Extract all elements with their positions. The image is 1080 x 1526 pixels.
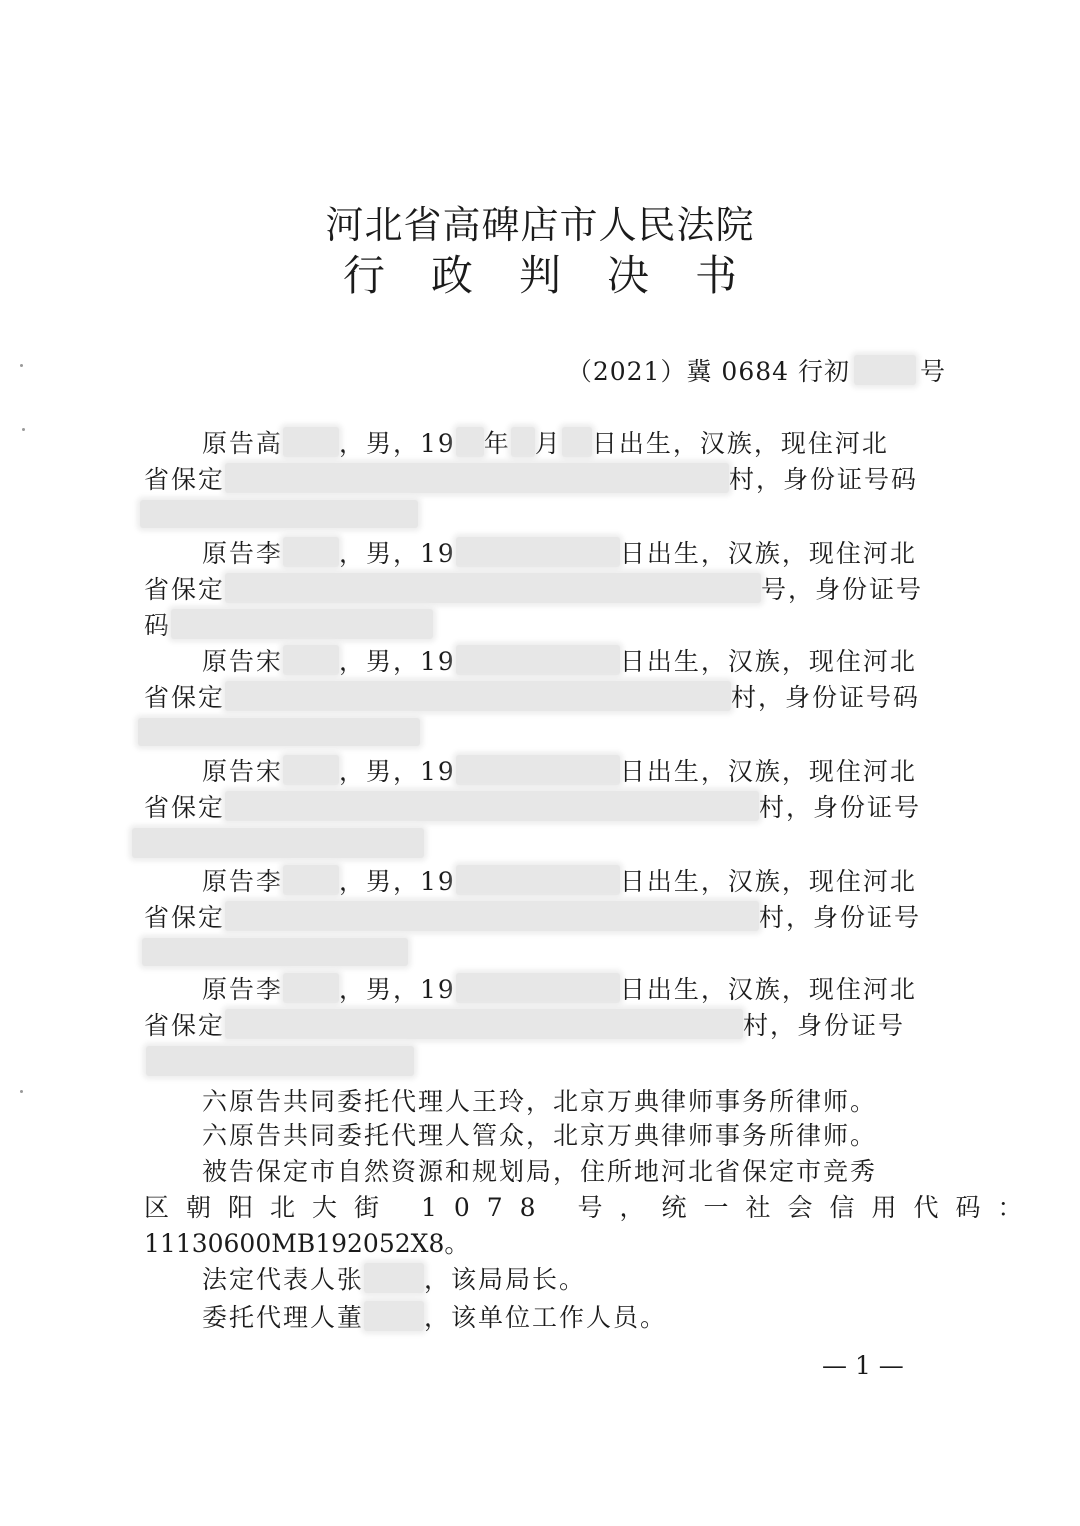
plaintiff-5-line-2: [144, 900, 921, 936]
plaintiff-4-rest: 日出生，汉族，现住河北: [619, 757, 917, 786]
redacted-id-number: [132, 828, 424, 858]
plaintiff-3-line-2: [144, 680, 920, 716]
redacted-address: [225, 463, 729, 493]
defendant-line-1: 被告保定市自然资源和规划局，住所地河北省保定市竞秀: [202, 1157, 878, 1186]
redacted-address: [225, 573, 761, 603]
plaintiff-1-month: 月: [534, 429, 562, 458]
plaintiff-4-addr-end: 村，身份证号: [759, 793, 922, 822]
redacted-birth: [456, 645, 620, 675]
plaintiff-5-addr-prefix: 省保定: [144, 903, 226, 932]
plaintiff-3-addr-prefix: 省保定: [144, 683, 226, 712]
plaintiff-6-gender: ，男，19: [339, 975, 456, 1004]
plaintiff-4-line-2: [144, 790, 921, 826]
redacted-birth: [456, 427, 484, 457]
redacted-name: [364, 1263, 424, 1293]
plaintiff-5-rest: 日出生，汉族，现住河北: [619, 867, 917, 896]
plaintiff-1-line-1: [202, 426, 889, 462]
plaintiff-2-addr-prefix: 省保定: [144, 575, 226, 604]
page-number: — 1 —: [822, 1351, 904, 1380]
case-number-suffix: 号: [919, 357, 946, 386]
plaintiff-1-gender: ，男，19: [339, 429, 456, 458]
scan-speck: [20, 1090, 23, 1093]
redacted-birth: [562, 427, 592, 457]
redacted-address: [225, 1009, 743, 1039]
plaintiff-agent-1: 六原告共同委托代理人王玲，北京万典律师事务所律师。: [202, 1087, 878, 1116]
defendant-line-2: 区朝阳北大街 1078 号，统一社会信用代码：: [144, 1193, 1040, 1222]
redacted-name: [283, 973, 339, 1003]
scan-speck: [20, 364, 23, 367]
document-title: 行政判决书: [342, 251, 783, 300]
legal-representative: [202, 1262, 586, 1298]
entrusted-agent: [202, 1300, 667, 1336]
plaintiff-6-addr-end: 村，身份证号: [743, 1011, 906, 1040]
plaintiff-5-prefix: 原告李: [202, 867, 284, 896]
redacted-birth: [456, 537, 620, 567]
redacted-id-number: [146, 1046, 414, 1076]
plaintiff-1-addr-prefix: 省保定: [144, 465, 226, 494]
plaintiff-5-line-1: [202, 864, 917, 900]
plaintiff-4-gender: ，男，19: [339, 757, 456, 786]
scan-speck: [22, 428, 25, 431]
redacted-name: [283, 537, 339, 567]
plaintiff-2-gender: ，男，19: [339, 539, 456, 568]
redacted-birth: [511, 427, 535, 457]
legal-rep-suffix: ，该局局长。: [424, 1265, 587, 1294]
redacted-name: [283, 755, 339, 785]
plaintiff-1-year: 年: [483, 429, 511, 458]
plaintiff-2-rest: 日出生，汉族，现住河北: [619, 539, 917, 568]
plaintiff-1-line-2: [144, 462, 918, 498]
plaintiff-3-addr-end: 村，身份证号码: [731, 683, 921, 712]
redacted-id-number: [171, 609, 433, 639]
entrusted-agent-prefix: 委托代理人董: [202, 1303, 365, 1332]
plaintiff-1-prefix: 原告高: [202, 429, 284, 458]
redacted-id-number: [140, 500, 418, 528]
redacted-name: [283, 645, 339, 675]
redacted-address: [225, 791, 759, 821]
redacted-address: [225, 901, 759, 931]
plaintiff-6-rest: 日出生，汉族，现住河北: [619, 975, 917, 1004]
case-number: [567, 354, 946, 390]
entrusted-agent-suffix: ，该单位工作人员。: [424, 1303, 668, 1332]
redacted-id-number: [138, 718, 420, 746]
plaintiff-5-gender: ，男，19: [339, 867, 456, 896]
plaintiff-3-gender: ，男，19: [339, 647, 456, 676]
redacted-case-number: [854, 355, 916, 385]
redacted-id-number: [142, 938, 408, 966]
plaintiff-3-line-1: [202, 644, 917, 680]
plaintiff-6-prefix: 原告李: [202, 975, 284, 1004]
redacted-name: [283, 427, 339, 457]
plaintiff-2-addr-end: 号，身份证号: [761, 575, 924, 604]
redacted-birth: [456, 973, 620, 1003]
plaintiff-2-id-label: 码: [144, 611, 172, 640]
plaintiff-6-addr-prefix: 省保定: [144, 1011, 226, 1040]
plaintiff-4-line-1: [202, 754, 917, 790]
plaintiff-4-prefix: 原告宋: [202, 757, 284, 786]
plaintiff-1-addr-end: 村，身份证号码: [729, 465, 919, 494]
redacted-birth: [456, 755, 620, 785]
plaintiff-5-addr-end: 村，身份证号: [759, 903, 922, 932]
plaintiff-3-rest: 日出生，汉族，现住河北: [619, 647, 917, 676]
court-name: 河北省高碑店市人民法院: [325, 203, 755, 247]
plaintiff-1-rest: 日出生，汉族，现住河北: [591, 429, 889, 458]
redacted-name: [283, 865, 339, 895]
redacted-address: [225, 681, 731, 711]
plaintiff-2-line-3: [144, 608, 433, 644]
plaintiff-6-line-1: [202, 972, 917, 1008]
case-number-text: （2021）冀 0684 行初: [566, 357, 850, 386]
plaintiff-2-prefix: 原告李: [202, 539, 284, 568]
redacted-birth: [456, 865, 620, 895]
plaintiff-2-line-1: [202, 536, 917, 572]
redacted-name: [364, 1301, 424, 1331]
defendant-line-3: 11130600MB192052X8。: [144, 1229, 470, 1258]
plaintiff-agent-2: 六原告共同委托代理人管众，北京万典律师事务所律师。: [202, 1121, 878, 1150]
plaintiff-2-line-2: [144, 572, 923, 608]
plaintiff-6-line-2: [144, 1008, 905, 1044]
plaintiff-4-addr-prefix: 省保定: [144, 793, 226, 822]
plaintiff-3-prefix: 原告宋: [202, 647, 284, 676]
legal-rep-prefix: 法定代表人张: [202, 1265, 365, 1294]
